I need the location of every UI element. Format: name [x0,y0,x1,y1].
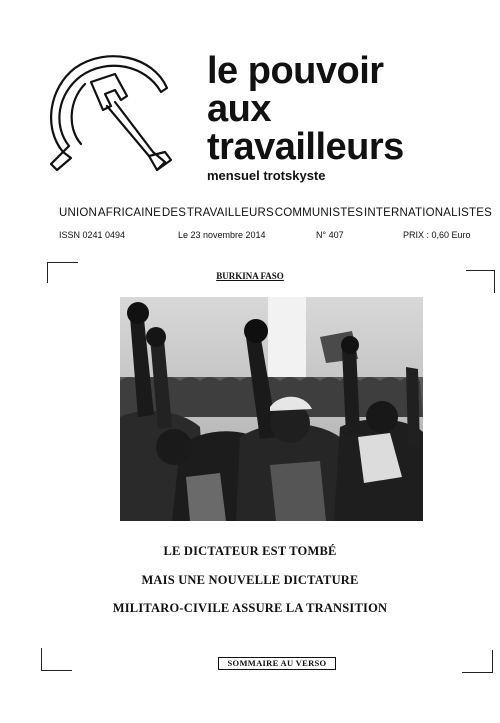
hammer-and-sickle-icon [45,48,180,173]
organization-word: TRAVAILLEURS [186,207,274,219]
section-label-text: BURKINA FASO [216,271,284,281]
issue-date: Le 23 novembre 2014 [178,230,266,240]
organization-name [59,207,492,219]
organization-word: INTERNATIONALISTES [363,207,492,219]
corner-mark-bottom-right [462,650,493,673]
section-label [0,271,500,281]
masthead-title-line-2: aux [207,88,271,130]
organization-word: DES [161,207,187,219]
headline-line-2: MAIS UNE NOUVELLE DICTATURE [141,573,359,587]
masthead [207,52,404,183]
headline-line-1: LE DICTATEUR EST TOMBÉ [163,544,337,558]
price: PRIX : 0,60 Euro [403,230,471,240]
protest-photo-image [120,297,423,521]
summary-on-back-box [218,657,336,670]
masthead-subtitle: mensuel trotskyste [207,168,326,183]
issue-number: N° 407 [316,230,344,240]
organization-word: COMMUNISTES [274,207,364,219]
organization-word: AFRICAINE [97,207,162,219]
protest-photo [120,297,423,521]
masthead-title-line-1: le pouvoir [207,50,384,92]
headline-line-3: MILITARO-CIVILE ASSURE LA TRANSITION [112,601,388,615]
masthead-title-line-3: travailleurs [207,126,404,168]
organization-word: UNION [59,207,98,219]
issn: ISSN 0241 0494 [59,230,126,240]
summary-on-back-text: SOMMAIRE AU VERSO [227,658,327,668]
corner-mark-bottom-left [41,648,72,671]
